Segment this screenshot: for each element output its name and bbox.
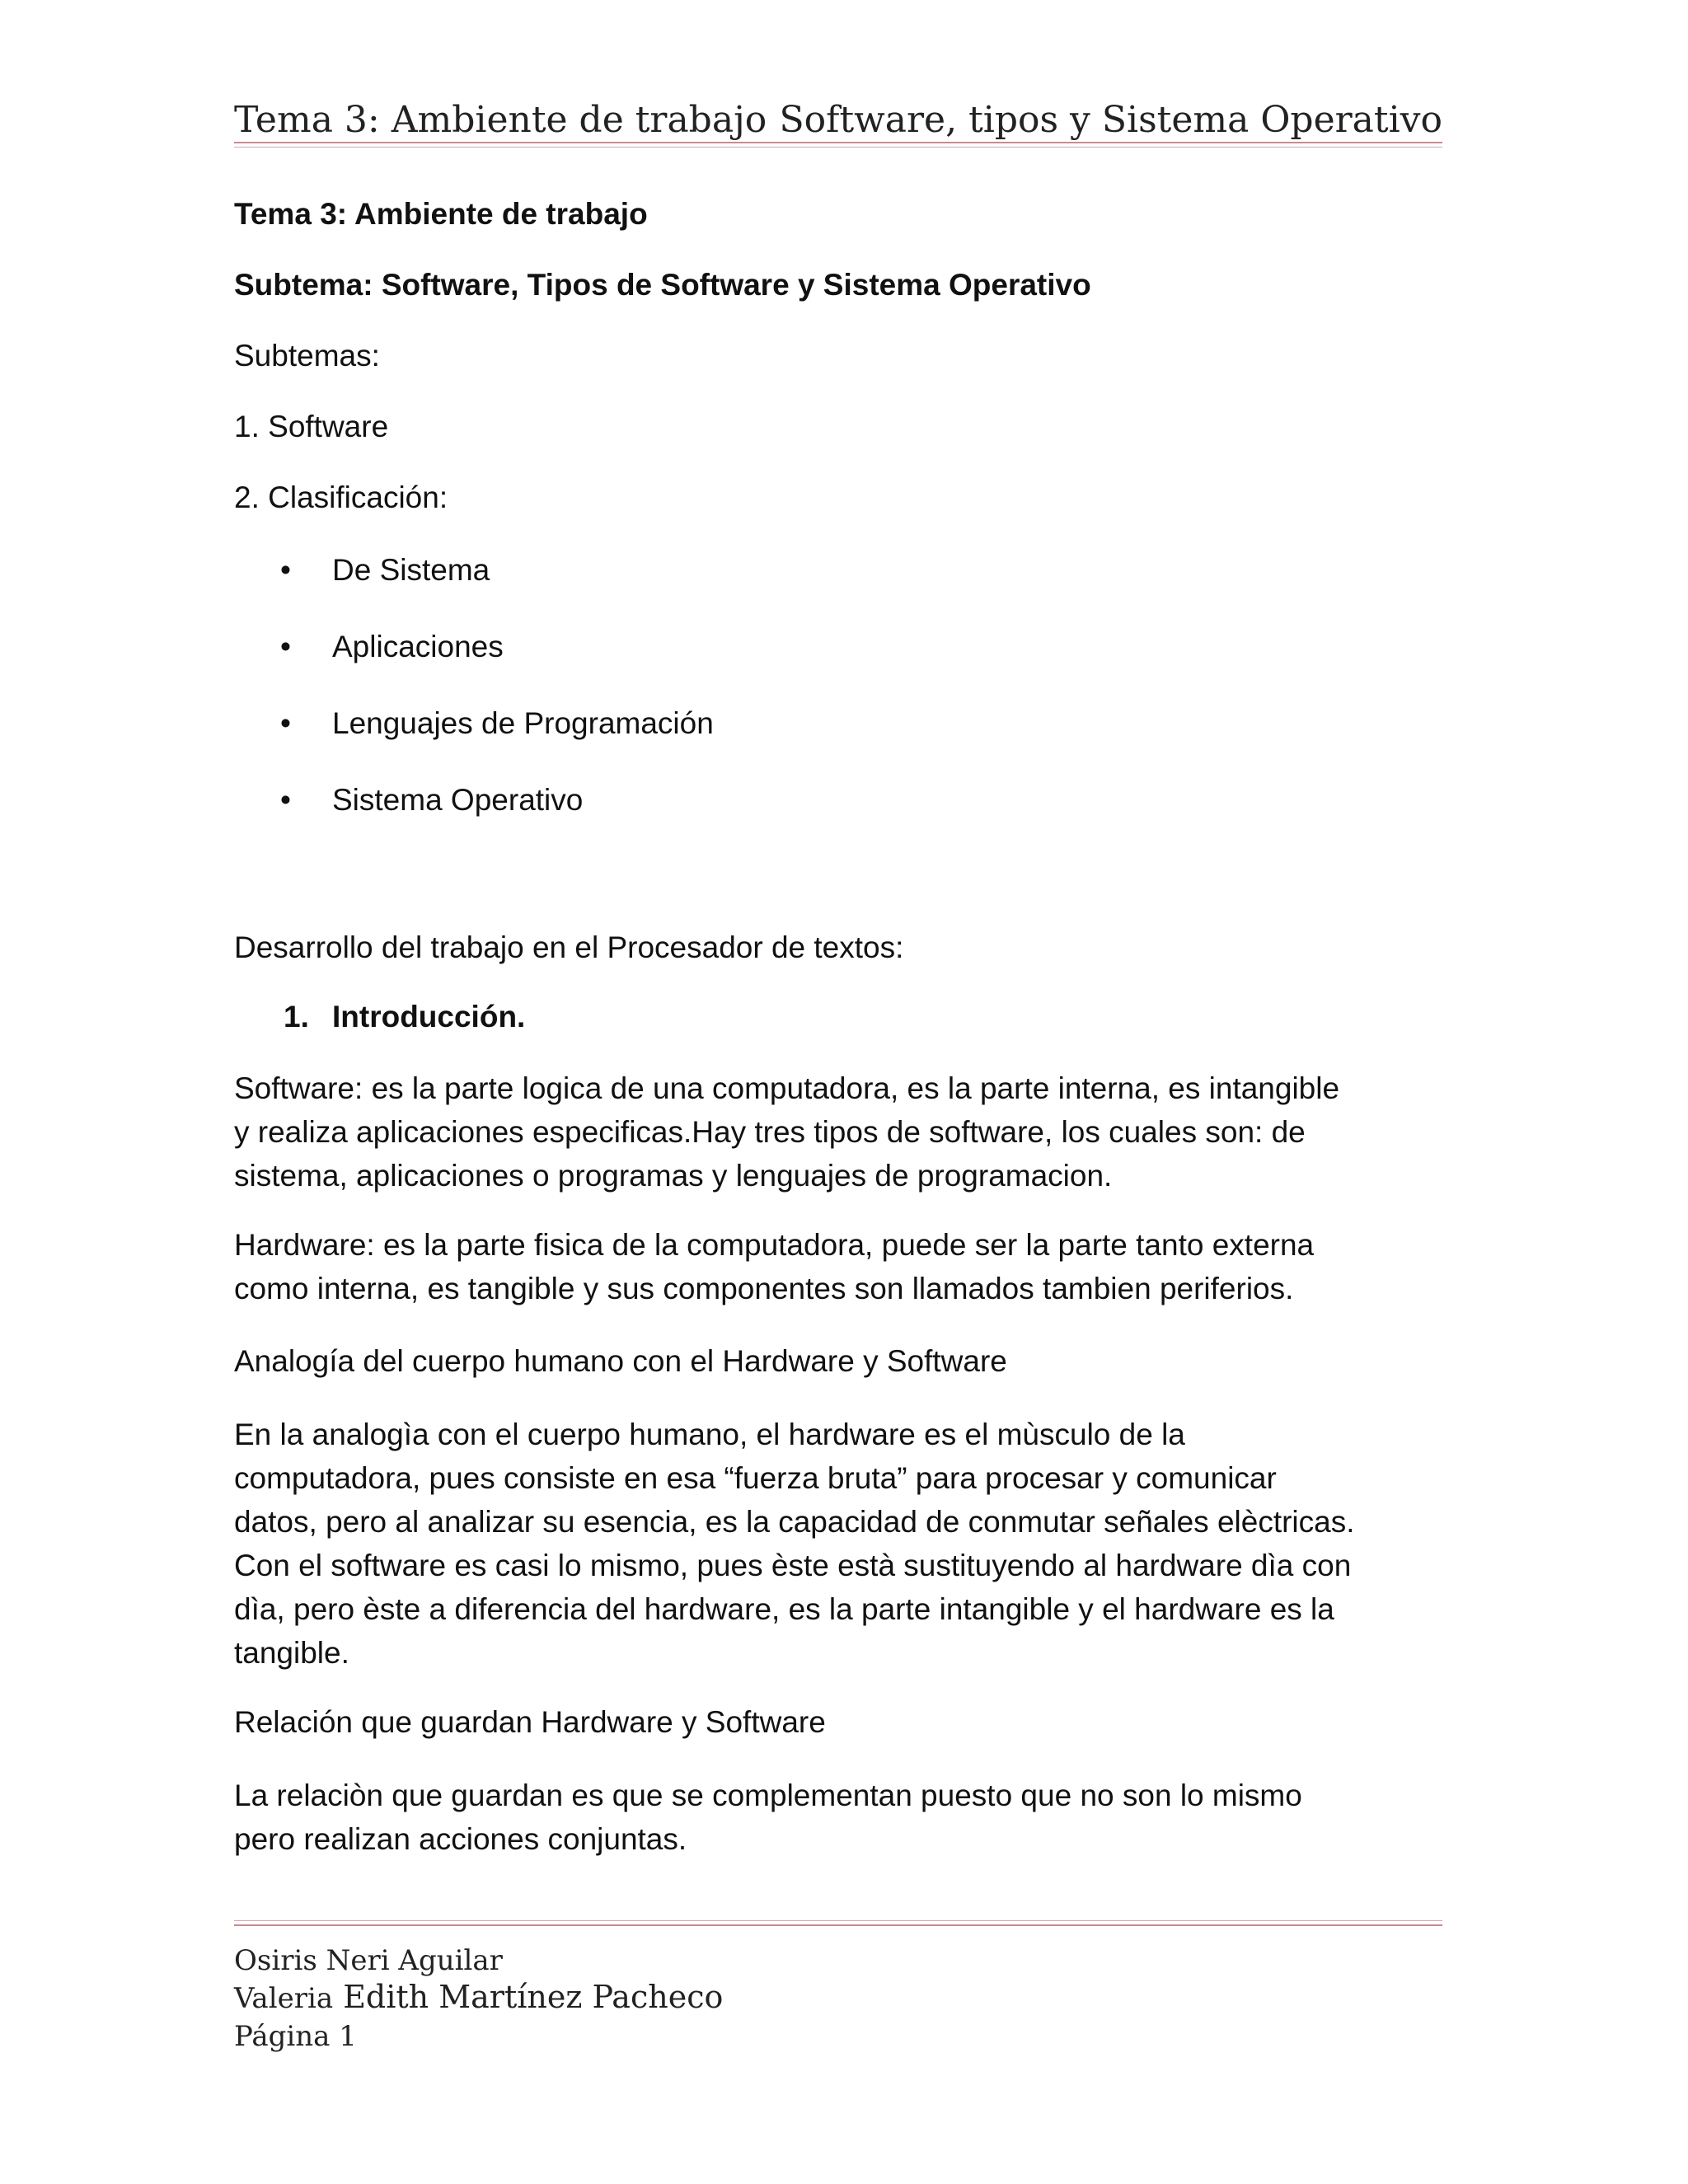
paragraph-line: La relaciòn que guardan es que se complementan puesto que no son lo mismo	[234, 1779, 1302, 1812]
relacion-paragraph	[234, 1774, 1454, 1861]
footer-author-2-first: Valeria	[234, 1982, 334, 2015]
software-paragraph	[234, 1066, 1454, 1197]
intro-number: 1.	[284, 1000, 309, 1033]
list-item-clasificacion: 2. Clasificación:	[234, 480, 448, 514]
intro-heading: Introducción.	[332, 1000, 526, 1033]
paragraph-line: datos, pero al analizar su esencia, es la capacidad de conmutar señales elèctricas.	[234, 1505, 1355, 1539]
paragraph-line: pero realizan acciones conjuntas.	[234, 1822, 687, 1856]
desarrollo-text: Desarrollo del trabajo en el Procesador de textos:	[234, 930, 904, 964]
footer-rule-bottom	[234, 1924, 1442, 1926]
bullet-item: Aplicaciones	[332, 630, 504, 663]
header-left-title: Tema 3: Ambiente de trabajo	[234, 99, 767, 141]
footer-author-2	[234, 1978, 723, 2018]
paragraph-line: y realiza aplicaciones especificas.Hay tres tipos de software, los cuales son: de	[234, 1115, 1306, 1149]
heading-subtema: Subtema: Software, Tipos de Software y Sistema Operativo	[234, 268, 1091, 302]
paragraph-line: tangible.	[234, 1636, 349, 1670]
paragraph-line: computadora, pues consiste en esa “fuerza bruta” para procesar y comunicar	[234, 1461, 1277, 1495]
analogia-heading: Analogía del cuerpo humano con el Hardware y Software	[234, 1344, 1007, 1378]
bullet-icon: •	[280, 553, 291, 587]
footer-author-2-rest: Edith Martínez Pacheco	[333, 1979, 724, 2015]
footer-author-1: Osiris Neri Aguilar	[234, 1944, 503, 1977]
list-item-software: 1. Software	[234, 410, 389, 443]
bullet-item: Lenguajes de Programación	[332, 706, 714, 740]
paragraph-line: Software: es la parte logica de una computadora, es la parte interna, es intangible	[234, 1071, 1340, 1105]
paragraph-line: Hardware: es la parte fisica de la computadora, puede ser la parte tanto externa	[234, 1228, 1315, 1262]
hardware-paragraph	[234, 1223, 1454, 1310]
header-right-title: Software, tipos y Sistema Operativo	[779, 99, 1442, 141]
header-rule-bottom	[234, 147, 1442, 148]
header-rule-top	[234, 142, 1442, 143]
bullet-icon: •	[280, 630, 291, 663]
paragraph-line: como interna, es tangible y sus componentes son llamados tambien periferios.	[234, 1272, 1294, 1305]
footer-page-number: Página 1	[234, 2020, 357, 2053]
bullet-item: De Sistema	[332, 553, 490, 587]
paragraph-line: Con el software es casi lo mismo, pues èste està sustituyendo al hardware dìa con	[234, 1549, 1352, 1582]
bullet-icon: •	[280, 783, 291, 817]
analogia-paragraph	[234, 1413, 1454, 1675]
paragraph-line: En la analogìa con el cuerpo humano, el hardware es el mùsculo de la	[234, 1418, 1185, 1451]
paragraph-line: dìa, pero èste a diferencia del hardware, es la parte intangible y el hardware es la	[234, 1592, 1334, 1626]
paragraph-line: sistema, aplicaciones o programas y lenguajes de programacion.	[234, 1159, 1113, 1193]
heading-tema: Tema 3: Ambiente de trabajo	[234, 197, 648, 231]
subtemas-label: Subtemas:	[234, 339, 380, 373]
relacion-heading: Relación que guardan Hardware y Software	[234, 1705, 826, 1739]
footer-rule-top	[234, 1920, 1442, 1921]
bullet-item: Sistema Operativo	[332, 783, 584, 817]
bullet-icon: •	[280, 706, 291, 740]
